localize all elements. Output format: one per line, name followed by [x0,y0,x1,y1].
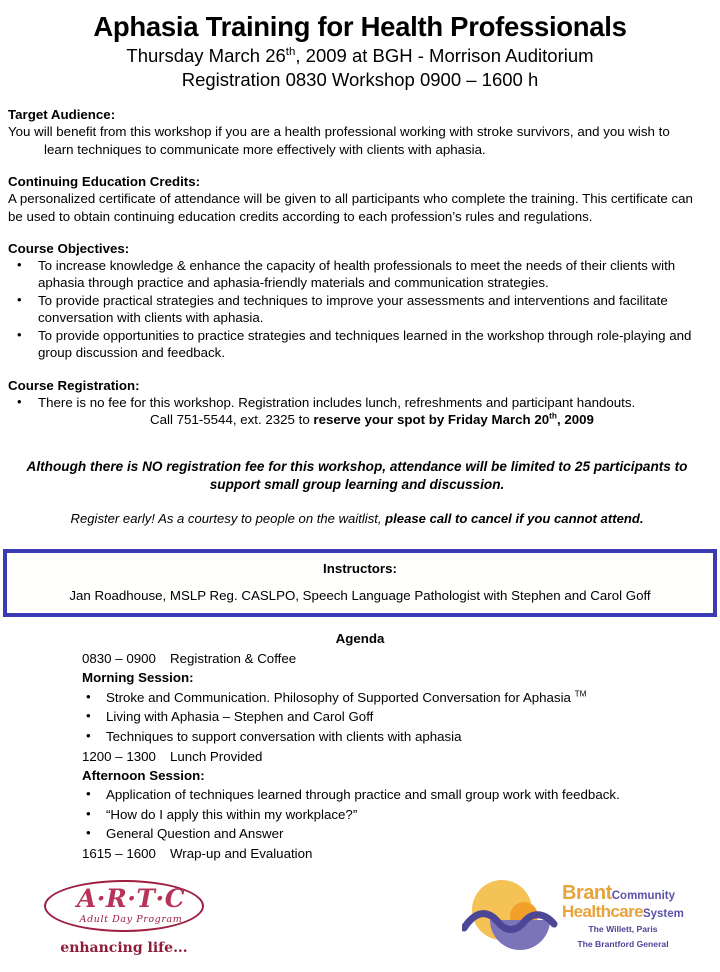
continuing-education-heading: Continuing Education Credits: [8,174,201,190]
call-deadline [313,412,594,427]
agenda-morning-heading: Morning Session: [82,670,194,686]
call-prefix: Call 751-5544, ext. 2325 to [150,411,314,427]
call-deadline-year: , 2009 [556,411,594,427]
date-ordinal-suffix: th [285,45,296,58]
deadline-ordinal-suffix: th [549,411,557,421]
community-word: Community [611,890,675,902]
agenda-activity: Registration & Coffee [170,651,297,667]
system-word: System [642,908,684,920]
body-content [0,106,720,527]
brant-logo-text [562,884,706,950]
target-audience-line1: You will benefit from this workshop if you are a health professional working with stroke survivors, and you wish to [8,124,670,140]
list-item [82,688,720,708]
section-target-audience [8,106,706,158]
register-early-text: Register early! As a courtesy to people on the waitlist, [70,511,386,527]
list-item: • To provide practical strategies and techniques to improve your assessments and interventions and facilitate conversation with clients with aphasia. [8,292,706,327]
course-registration-list [8,394,706,411]
target-audience-line2: learn techniques to communicate more effectively with clients with aphasia. [44,141,486,157]
section-course-objectives [8,240,706,361]
agenda-time: 1615 – 1600 [82,846,156,862]
course-registration-heading: Course Registration: [8,377,140,393]
agenda-time: 1200 – 1300 [82,748,156,764]
brant-logo-mark-icon [462,880,570,962]
cancel-request-text: please call to cancel if you cannot attend. [385,511,644,527]
agenda-row [82,747,720,766]
list-item: • General Question and Answer [82,824,720,844]
agenda-morning-list [82,688,720,747]
course-objectives-heading: Course Objectives: [8,241,130,257]
artc-logo-subtitle: Adult Day Program [79,914,183,925]
section-agenda [0,631,720,863]
list-item: • Techniques to support conversation with clients with aphasia [82,727,720,747]
flyer-page [0,12,720,972]
event-times-line: Registration 0830 Workshop 0900 – 1600 h [181,69,539,91]
agenda-row [82,649,720,668]
event-datetime-line [0,44,720,67]
list-item: • There is no fee for this workshop. Registration includes lunch, refreshments and participant handouts. [8,394,706,411]
page-title: Aphasia Training for Health Professionals [93,11,627,42]
attendance-limit-notice: Although there is NO registration fee for this workshop, attendance will be limited to 25 participants to support small group learning and discussion. [26,459,688,493]
registration-call-line [8,411,706,428]
section-course-registration [8,377,706,429]
healthcare-word: Healthcare [562,902,643,921]
list-item: • Living with Aphasia – Stephen and Carol Goff [82,707,720,727]
list-item: • To increase knowledge & enhance the capacity of health professionals to meet the needs of their clients with aphasia through practice and aphasia-friendly materials and communication strategies. [8,257,706,292]
instructors-box [3,549,717,617]
agenda-row [82,844,720,863]
agenda-item-text: Stroke and Communication. Philosophy of Supported Conversation for Aphasia [106,689,575,705]
brant-word: Brant [562,882,612,904]
list-item: • Application of techniques learned through practice and small group work with feedback. [82,785,720,805]
brant-logo [462,880,702,968]
event-date-pre: Thursday March 26 [126,45,286,67]
artc-logo [36,878,226,970]
list-item: • “How do I apply this within my workplace?” [82,805,720,825]
agenda-activity: Lunch Provided [170,748,263,764]
agenda-heading: Agenda [335,631,385,647]
artc-logo-letters: A·R·T·C [76,884,186,913]
course-objectives-list [8,257,706,361]
section-continuing-education [8,173,706,225]
agenda-afternoon-list [82,785,720,844]
register-early-notice [8,510,706,527]
agenda-afternoon-heading: Afternoon Session: [82,767,205,783]
brant-logo-line2 [562,904,706,920]
trademark-icon: TM [574,689,587,699]
instructors-heading: Instructors: [323,561,397,577]
event-date-post: , 2009 at BGH - Morrison Auditorium [295,45,594,67]
brant-logo-sub1: The Willett, Paris [588,924,658,935]
list-item: • To provide opportunities to practice strategies and techniques learned in the workshop through role-playing and group discussion and feedback. [8,327,706,362]
continuing-education-body: A personalized certificate of attendance will be given to all participants who complete the training. This certificate can be used to obtain continuing education credits according to each profession’s rules and regulations. [8,191,693,224]
target-audience-heading: Target Audience: [8,107,116,123]
call-deadline-text: reserve your spot by Friday March 20 [313,411,550,427]
artc-logo-tagline: enhancing life... [60,940,188,956]
agenda-activity: Wrap-up and Evaluation [170,846,313,862]
logo-row [0,876,720,972]
agenda-time: 0830 – 0900 [82,651,156,667]
brant-logo-line1 [562,884,706,903]
instructors-names: Jan Roadhouse, MSLP Reg. CASLPO, Speech Language Pathologist with Stephen and Carol Goff [69,587,651,603]
target-audience-body [8,123,706,158]
brant-logo-sub2: The Brantford General [577,938,669,949]
